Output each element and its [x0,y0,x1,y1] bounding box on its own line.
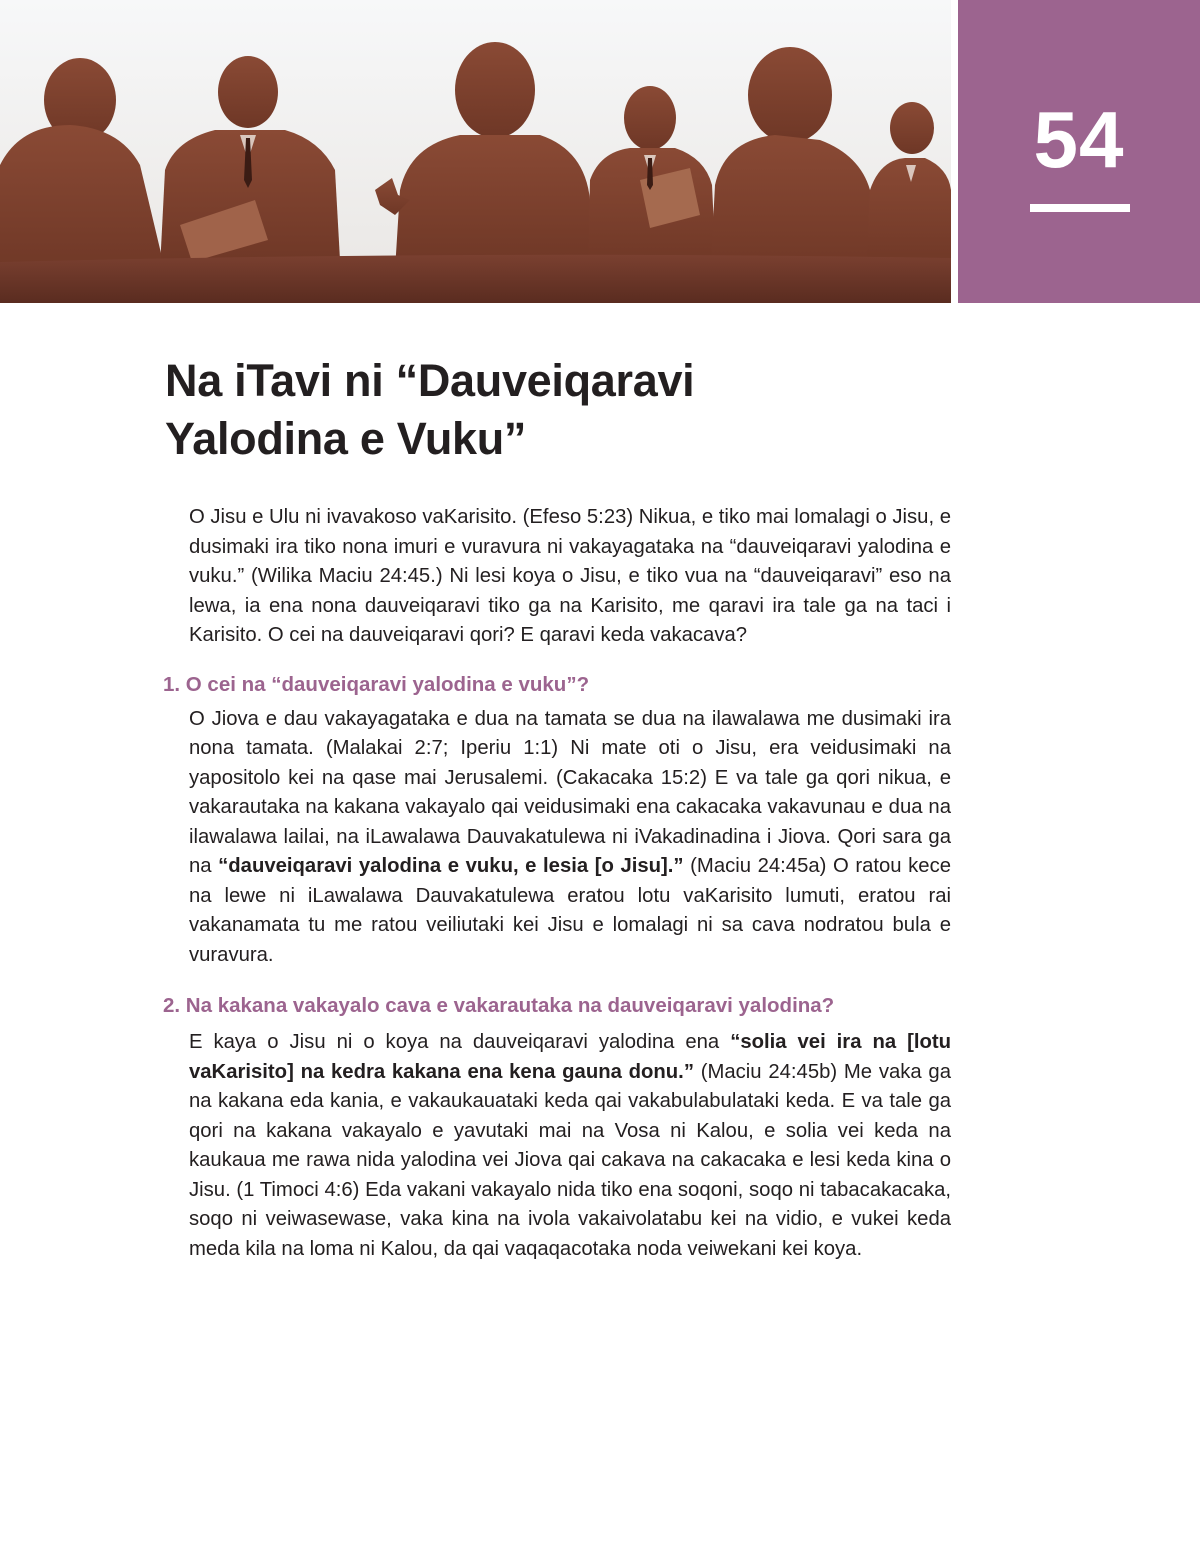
answer-1-text-end: (Maciu 24:45a) O ratou kece na lewe ni iLawalawa Dauvakatulewa eratou lotu vaKarisito lumuti, eratou rai vakanamata tu me ratou veiliutaki kei Jisu e lomalagi ni sa cava nodratou bula e vuravura. [189,855,951,966]
answer-1-bold-quote: “dauveiqaravi yalodina e vuku, e lesia [o Jisu].” [218,855,684,877]
page-title [165,352,925,468]
lesson-number-box [958,0,1200,303]
intro-paragraph: O Jisu e Ulu ni ivavakoso vaKarisito. (Efeso 5:23) Nikua, e tiko mai lomalagi o Jisu, e dusimaki ira tiko nona imuri e vuravura ni vakayagataka na “dauveiqaravi yalodina e vuku.” (Wilika Maciu 24:45.) Ni lesi koya o Jisu, e tiko vua na “dauveiqaravi” eso na lewa, ia ena nona dauveiqaravi tiko ga na Karisito, me qaravi ira tale ga na taci i Karisito. O cei na dauveiqaravi qori? E qaravi keda vakacava? [189,506,952,646]
answer-2-paragraph [189,1028,951,1264]
lesson-number-underline [1030,204,1130,212]
main-content [163,503,952,1264]
answer-1-paragraph [189,705,951,971]
answer-1-text-start: O Jiova e dau vakayagataka e dua na tamata se dua na ilawalawa me dusimaki ira nona tamata. (Malakai 2:7; Iperiu 1:1) Ni mate oti o Jisu, era veidusimaki na yapositolo kei na qase mai Jerusalemi. (Cakacaka 15:2) E va tale ga qori nikua, e vakarautaka na kakana vakayalo qai veidusimaki ena cakacaka vakavunau e dua na ilawalawa lailai, na iLawalawa Dauvakatulewa ni iVakadinadina i Jiova. Qori sara ga na [189,707,951,877]
page-title-line-1: Na iTavi ni “Dauveiqaravi [165,355,695,406]
page-title-line-2: Yalodina e Vuku” [165,413,527,464]
answer-2-text-end: (Maciu 24:45b) Me vaka ga na kakana eda kania, e vakaukauataki keda qai vakabulabulataki keda. E va tale ga qori na kakana vakayalo e yavutaki mai na Vosa ni Kalou, e solia vei keda na kaukaua me rawa nida yalodina vei Jiova qai cakava na cakacaka e lesi keda kina o Jisu. (1 Timoci 4:6) Eda vakani vakayalo nida tiko ena soqoni, soqo ni tabacakacaka, soqo ni veiwasewase, vaka kina na ivola vakaivolatabu kei na vidio, e vukei keda meda kila na loma ni Kalou, da qai vaqaqacotaka noda veiwekani kei koya. [189,1060,951,1260]
question-1-heading: 1. O cei na “dauveiqaravi yalodina e vuku”? [163,672,590,696]
answer-2-bold-quote: “solia vei ira na [lotu vaKarisito] na kedra kakana ena kena gauna donu.” [189,1031,951,1083]
lesson-number: 54 [1033,95,1125,184]
banner-image [0,0,951,303]
meeting-silhouettes-illustration [0,0,951,303]
answer-2-text-start: E kaya o Jisu ni o koya na dauveiqaravi yalodina ena [189,1031,731,1053]
question-2-heading: 2. Na kakana vakayalo cava e vakarautaka na dauveiqaravi yalodina? [163,994,835,1017]
